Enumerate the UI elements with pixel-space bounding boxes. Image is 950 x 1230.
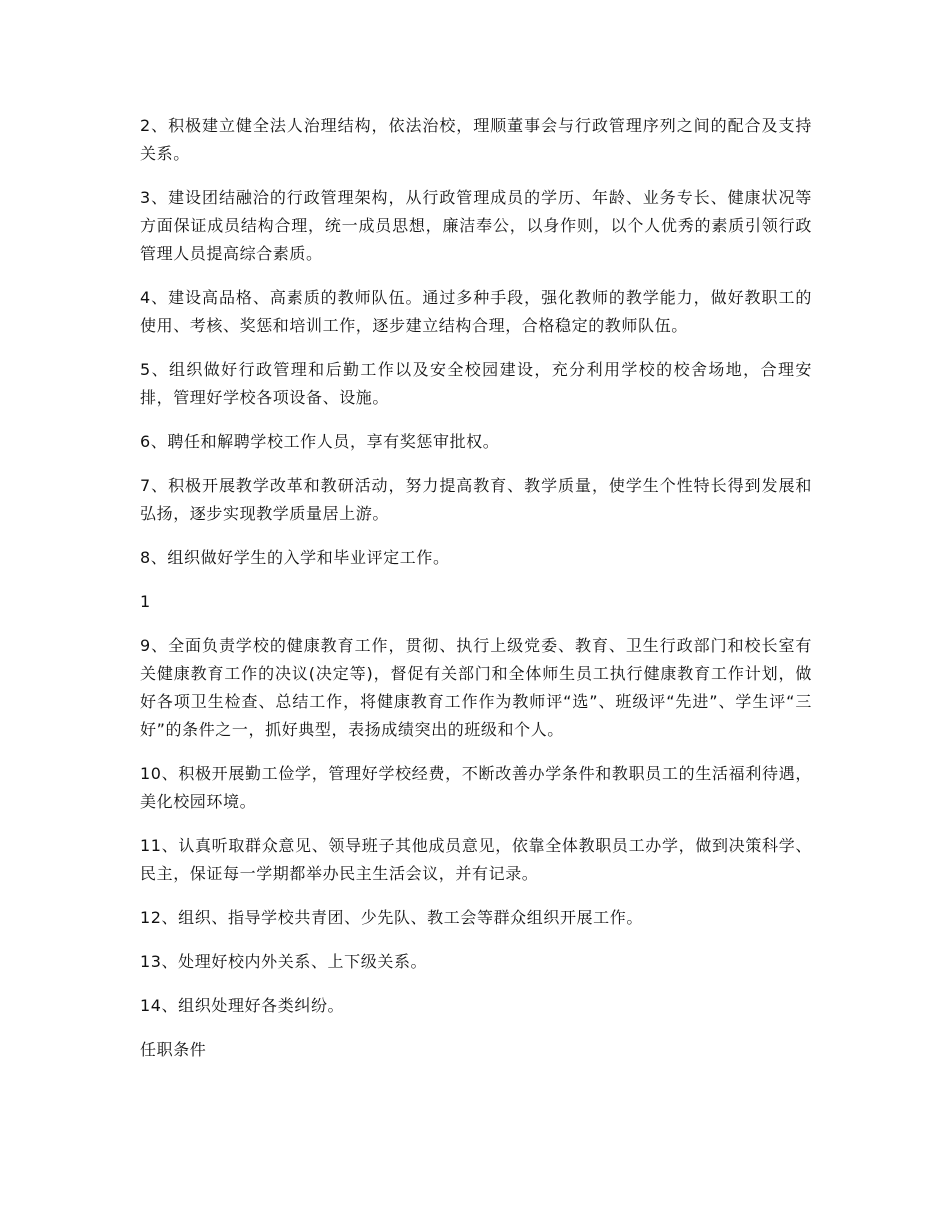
- paragraph-item-3: 3、建设团结融洽的行政管理架构，从行政管理成员的学历、年龄、业务专长、健康状况等方面保证成员结构合理，统一成员思想，廉洁奉公，以身作则，以个人优秀的素质引领行政管理人员提高综合素质。: [140, 188, 812, 263]
- paragraph-item-6: 6、聘任和解聘学校工作人员，享有奖惩审批权。: [140, 432, 500, 451]
- paragraph-item-4: 4、建设高品格、高素质的教师队伍。通过多种手段，强化教师的教学能力，做好教职工的使用、考核、奖惩和培训工作，逐步建立结构合理，合格稳定的教师队伍。: [140, 288, 812, 335]
- page-number: 1: [140, 592, 151, 611]
- paragraph-item-10: 10、积极开展勤工俭学，管理好学校经费，不断改善办学条件和教职员工的生活福利待遇，美化校园环境。: [140, 764, 812, 811]
- paragraph-item-2: 2、积极建立健全法人治理结构，依法治校，理顺董事会与行政管理序列之间的配合及支持关系。: [140, 116, 812, 163]
- paragraph-item-14: 14、组织处理好各类纠纷。: [140, 996, 345, 1015]
- paragraph-item-12: 12、组织、指导学校共青团、少先队、教工会等群众组织开展工作。: [140, 908, 643, 927]
- paragraph-item-11: 11、认真听取群众意见、领导班子其他成员意见，依靠全体教职员工办学，做到决策科学、民主，保证每一学期都举办民主生活会议，并有记录。: [140, 836, 812, 883]
- paragraph-item-7: 7、积极开展教学改革和教研活动，努力提高教育、教学质量，使学生个性特长得到发展和弘扬，逐步实现教学质量居上游。: [140, 476, 812, 523]
- paragraph-item-13: 13、处理好校内外关系、上下级关系。: [140, 952, 428, 971]
- section-heading: 任职条件: [140, 1040, 207, 1059]
- paragraph-item-5: 5、组织做好行政管理和后勤工作以及安全校园建设，充分利用学校的校舍场地，合理安排，管理好学校各项设备、设施。: [140, 360, 812, 407]
- paragraph-item-9: 9、全面负责学校的健康教育工作，贯彻、执行上级党委、教育、卫生行政部门和校长室有关健康教育工作的决议(决定等)，督促有关部门和全体师生员工执行健康教育工作计划，做好各项卫生检查、总结工作，将健康教育工作作为教师评“选”、班级评“先进”、学生评“三好”的条件之一，抓好典型，表扬成绩突出的班级和个人。: [140, 636, 812, 739]
- paragraph-item-8: 8、组织做好学生的入学和毕业评定工作。: [140, 548, 450, 567]
- document-body: [140, 112, 812, 1064]
